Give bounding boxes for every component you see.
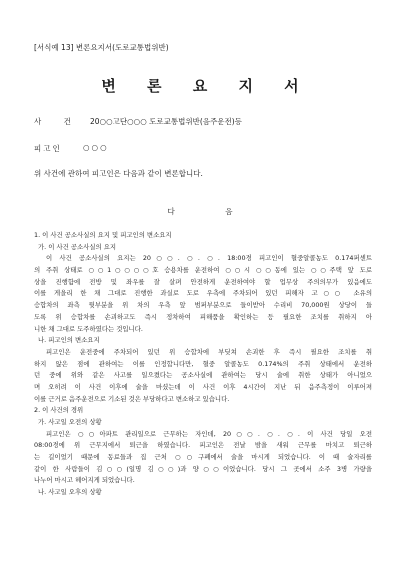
body-line: 1. 이 사건 공소사실의 요지 및 피고인의 변소요지 xyxy=(34,231,172,239)
body-line: 가. 사고일 오전의 상황 xyxy=(38,418,102,426)
body-line: 가. 이 사건 공소사실의 요지 xyxy=(38,242,117,251)
body-line: 나. 사고일 오후의 상황 xyxy=(38,488,102,497)
body-line: 며 오히려 이 사건 이후에 술을 마셨는데 이 사건 이후 4시간이 지난 뒤 음주측정이 이루어져 xyxy=(34,382,372,391)
body-line: 같이 한 사람들이 김○○(일명 김○○)과 양○○이었습니다. 당시 그 곳에서 소주 3병 가량을 xyxy=(34,464,372,473)
section-heading-char: 다 xyxy=(167,207,175,216)
body-line: 상을 진행함에 전방 및 좌우를 잘 살펴 안전하게 운전하여야 할 업무상 주의의무가 있음에도 xyxy=(34,277,372,286)
section-heading xyxy=(0,206,400,217)
case-label: 사 건 xyxy=(34,117,81,126)
body-line: 는 길이었기 때문에 동료들과 집 근처 ○○구폐에서 술을 마시게 되었습니다. 이 때 술자리를 xyxy=(34,453,372,462)
body-line: 승합차의 좌측 뒷부분을 위 차의 우측 앞 범퍼부분으로 들이받아 수리비 70,000원 상당이 들 xyxy=(34,301,372,310)
defendant-label: 피고인 xyxy=(34,144,62,153)
body-line: 이를 근거로 음주운전으로 기소된 것은 부당하다고 변소하고 있습니다. xyxy=(34,394,230,403)
body-line: 피고인은 ○○아파트 관리일으로 근무하는 자인데, 20○○. ○. ○. 이 사건 당일 오전 xyxy=(46,429,372,438)
body-text xyxy=(34,230,372,499)
body-line: 나누어 마시고 헤어지게 되었습니다. xyxy=(34,476,135,485)
body-line: 도록 위 승합차를 손괴하고도 즉시 정차하여 피해품을 확인하는 등 필요한 조치를 취하지 아 xyxy=(34,312,372,321)
body-line: 의 주취 상태로 ○○1○○○○호 승용차를 운전하여 ○○시 ○○동에 있는 ○○주택 앞 도로 xyxy=(34,266,372,275)
form-label: [서식예 13] 변론요지서(도로교통법위반) xyxy=(34,43,169,52)
body-line: 08:00경에 위 근무지에서 퇴근을 하였습니다. 피고인은 전날 밤을 새워 근무를 마치고 퇴근하 xyxy=(34,441,372,450)
body-line: 나. 피고인의 변소요지 xyxy=(38,336,100,345)
body-line: 하지 않은 점에 관하여는 이를 인정합니다만, 혈중 알콜농도 0.174%의 주취 상태에서 운전하 xyxy=(34,359,372,368)
body-line: 던 중에 위와 같은 사고를 일으켰다는 공소사실에 관하여는 당시 술에 취한 상태가 아니었으 xyxy=(34,371,372,380)
defendant-value: ○○○ xyxy=(83,143,109,152)
body-line: 피고인은 운전중에 주차되어 있던 위 승합차에 부딪쳐 손괴한 후 즉시 필요한 조치를 취 xyxy=(46,347,372,356)
case-value: 20○○고단○○○ 도로교통법위반(음주운전)등 xyxy=(90,117,242,126)
document-title: 변 론 요 지 서 xyxy=(101,77,312,95)
intro-text: 위 사건에 관하여 피고인은 다음과 같이 변론합니다. xyxy=(34,169,203,178)
body-line: 니한 채 그대로 도주하였다는 것입니다. xyxy=(34,324,143,333)
body-line: 2. 이 사건의 경위 xyxy=(34,406,84,415)
section-heading-char: 음 xyxy=(225,207,233,216)
body-line: 이 사건 공소사실의 요지는 20○○. ○. ○. 18:00경 피고인이 혈중알콜농도 0.174퍼센트 xyxy=(46,254,372,263)
body-line: 이를 게을리 한 채 그대로 진행한 과실로 도로 우측에 주차되어 있던 피해자 고○○ 소유의 xyxy=(34,289,372,298)
